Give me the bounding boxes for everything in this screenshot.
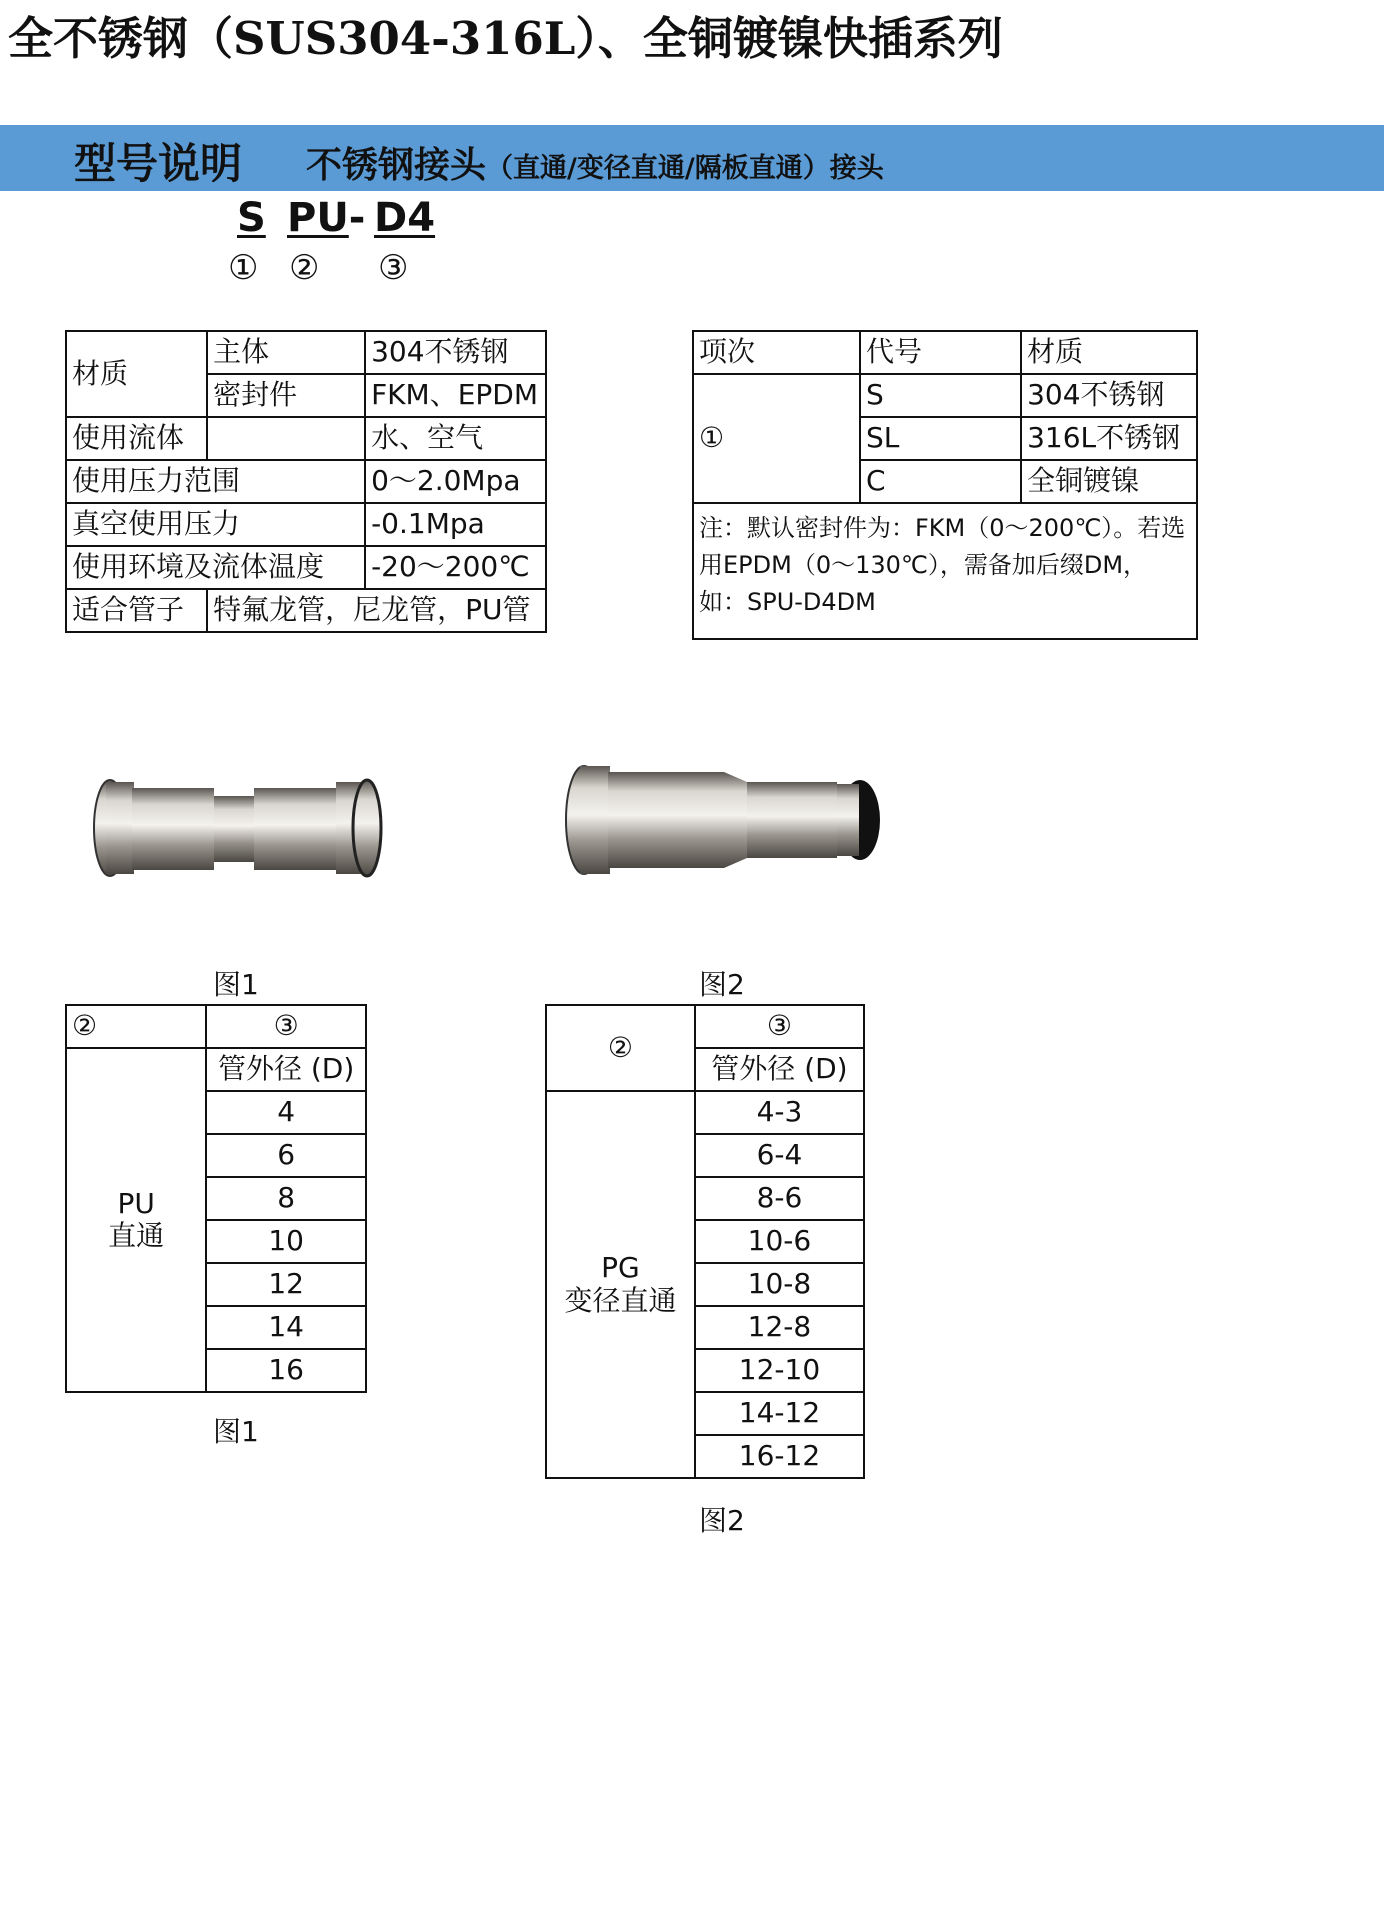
header-item: 项次 xyxy=(693,331,860,374)
table-row xyxy=(66,546,546,589)
subheading-main: 不锈钢接头 xyxy=(306,145,487,186)
table-row xyxy=(66,331,546,374)
document-title: 全不锈钢（SUS304-316L）、全铜镀镍快插系列 xyxy=(8,12,1003,65)
spec-label: 使用环境及流体温度 xyxy=(66,546,365,589)
spec-value: -0.1Mpa xyxy=(365,503,546,546)
model-marker-2: ② xyxy=(289,248,320,288)
type-cell xyxy=(546,1091,695,1478)
spec-value: FKM、EPDM xyxy=(365,374,546,417)
size-header: ③ xyxy=(206,1005,366,1048)
type-header: ② xyxy=(546,1005,695,1091)
model-marker-1: ① xyxy=(228,248,259,288)
material-code: S xyxy=(860,374,1021,417)
type-code: PU xyxy=(117,1186,155,1220)
model-code-part1: S xyxy=(237,195,266,241)
spec-sub-label: 密封件 xyxy=(207,374,365,417)
material-table xyxy=(692,330,1198,640)
material-code: C xyxy=(860,460,1021,503)
size-cell: 6 xyxy=(206,1134,366,1177)
straight-fitting-image xyxy=(92,770,422,890)
table-row xyxy=(66,503,546,546)
model-code-part3: D4 xyxy=(374,195,436,241)
table-header-row xyxy=(66,1005,366,1048)
size-cell: 10-6 xyxy=(695,1220,864,1263)
table-header-row xyxy=(693,331,1197,374)
figure-2-caption: 图2 xyxy=(699,968,745,1001)
spec-label: 使用压力范围 xyxy=(66,460,365,503)
pg-size-table xyxy=(545,1004,865,1479)
table-row xyxy=(546,1091,864,1134)
spec-value: 0～2.0Mpa xyxy=(365,460,546,503)
size-cell: 14-12 xyxy=(695,1392,864,1435)
type-code: PG xyxy=(601,1251,640,1285)
table-row xyxy=(693,374,1197,417)
material-code: SL xyxy=(860,417,1021,460)
spec-value: 水、空气 xyxy=(365,417,546,460)
header-material: 材质 xyxy=(1021,331,1197,374)
spec-label: 真空使用压力 xyxy=(66,503,365,546)
column-label: 管外径 (D) xyxy=(206,1048,366,1091)
pu-size-table xyxy=(65,1004,367,1393)
table-header-row xyxy=(546,1005,864,1048)
spec-label: 适合管子 xyxy=(66,589,207,632)
material-note: 注：默认密封件为：FKM（0～200℃）。若选用EPDM（0～130℃），需备加后缀DM，如：SPU-D4DM xyxy=(693,503,1197,639)
table-row xyxy=(66,460,546,503)
model-marker-3: ③ xyxy=(378,248,409,288)
size-cell: 14 xyxy=(206,1306,366,1349)
reducing-fitting-image xyxy=(562,758,892,888)
size-cell: 6-4 xyxy=(695,1134,864,1177)
size-cell: 12 xyxy=(206,1263,366,1306)
pu-table-caption: 图1 xyxy=(213,1415,259,1448)
size-cell: 8-6 xyxy=(695,1177,864,1220)
spec-sub-label xyxy=(207,417,365,460)
size-cell: 12-8 xyxy=(695,1306,864,1349)
table-row xyxy=(693,503,1197,639)
section-heading: 型号说明 xyxy=(74,139,243,188)
header-code: 代号 xyxy=(860,331,1021,374)
size-cell: 10 xyxy=(206,1220,366,1263)
column-label: 管外径 (D) xyxy=(695,1048,864,1091)
spec-value: -20～200℃ xyxy=(365,546,546,589)
item-marker: ① xyxy=(693,374,860,503)
type-name: 变径直通 xyxy=(564,1283,677,1317)
table-row xyxy=(66,589,546,632)
pg-table-caption: 图2 xyxy=(699,1504,745,1537)
spec-label: 使用流体 xyxy=(66,417,207,460)
spec-label: 材质 xyxy=(66,331,207,417)
section-subheading xyxy=(306,137,884,188)
material-name: 全铜镀镍 xyxy=(1021,460,1197,503)
type-header: ② xyxy=(66,1005,206,1048)
size-cell: 16-12 xyxy=(695,1435,864,1478)
type-cell xyxy=(66,1048,206,1392)
model-code-part2: PU- xyxy=(287,195,366,241)
spec-sub-label: 主体 xyxy=(207,331,365,374)
type-name: 直通 xyxy=(108,1219,165,1252)
spec-value: 特氟龙管，尼龙管，PU管 xyxy=(207,589,546,632)
size-cell: 10-8 xyxy=(695,1263,864,1306)
spec-table xyxy=(65,330,547,633)
size-cell: 8 xyxy=(206,1177,366,1220)
size-cell: 12-10 xyxy=(695,1349,864,1392)
figure-1-caption: 图1 xyxy=(213,968,259,1001)
table-row xyxy=(66,1048,366,1091)
spec-value: 304不锈钢 xyxy=(365,331,546,374)
size-header: ③ xyxy=(695,1005,864,1048)
material-name: 304不锈钢 xyxy=(1021,374,1197,417)
size-cell: 16 xyxy=(206,1349,366,1392)
material-name: 316L不锈钢 xyxy=(1021,417,1197,460)
table-row xyxy=(66,417,546,460)
size-cell: 4-3 xyxy=(695,1091,864,1134)
subheading-detail: （直通/变径直通/隔板直通）接头 xyxy=(486,153,884,184)
size-cell: 4 xyxy=(206,1091,366,1134)
